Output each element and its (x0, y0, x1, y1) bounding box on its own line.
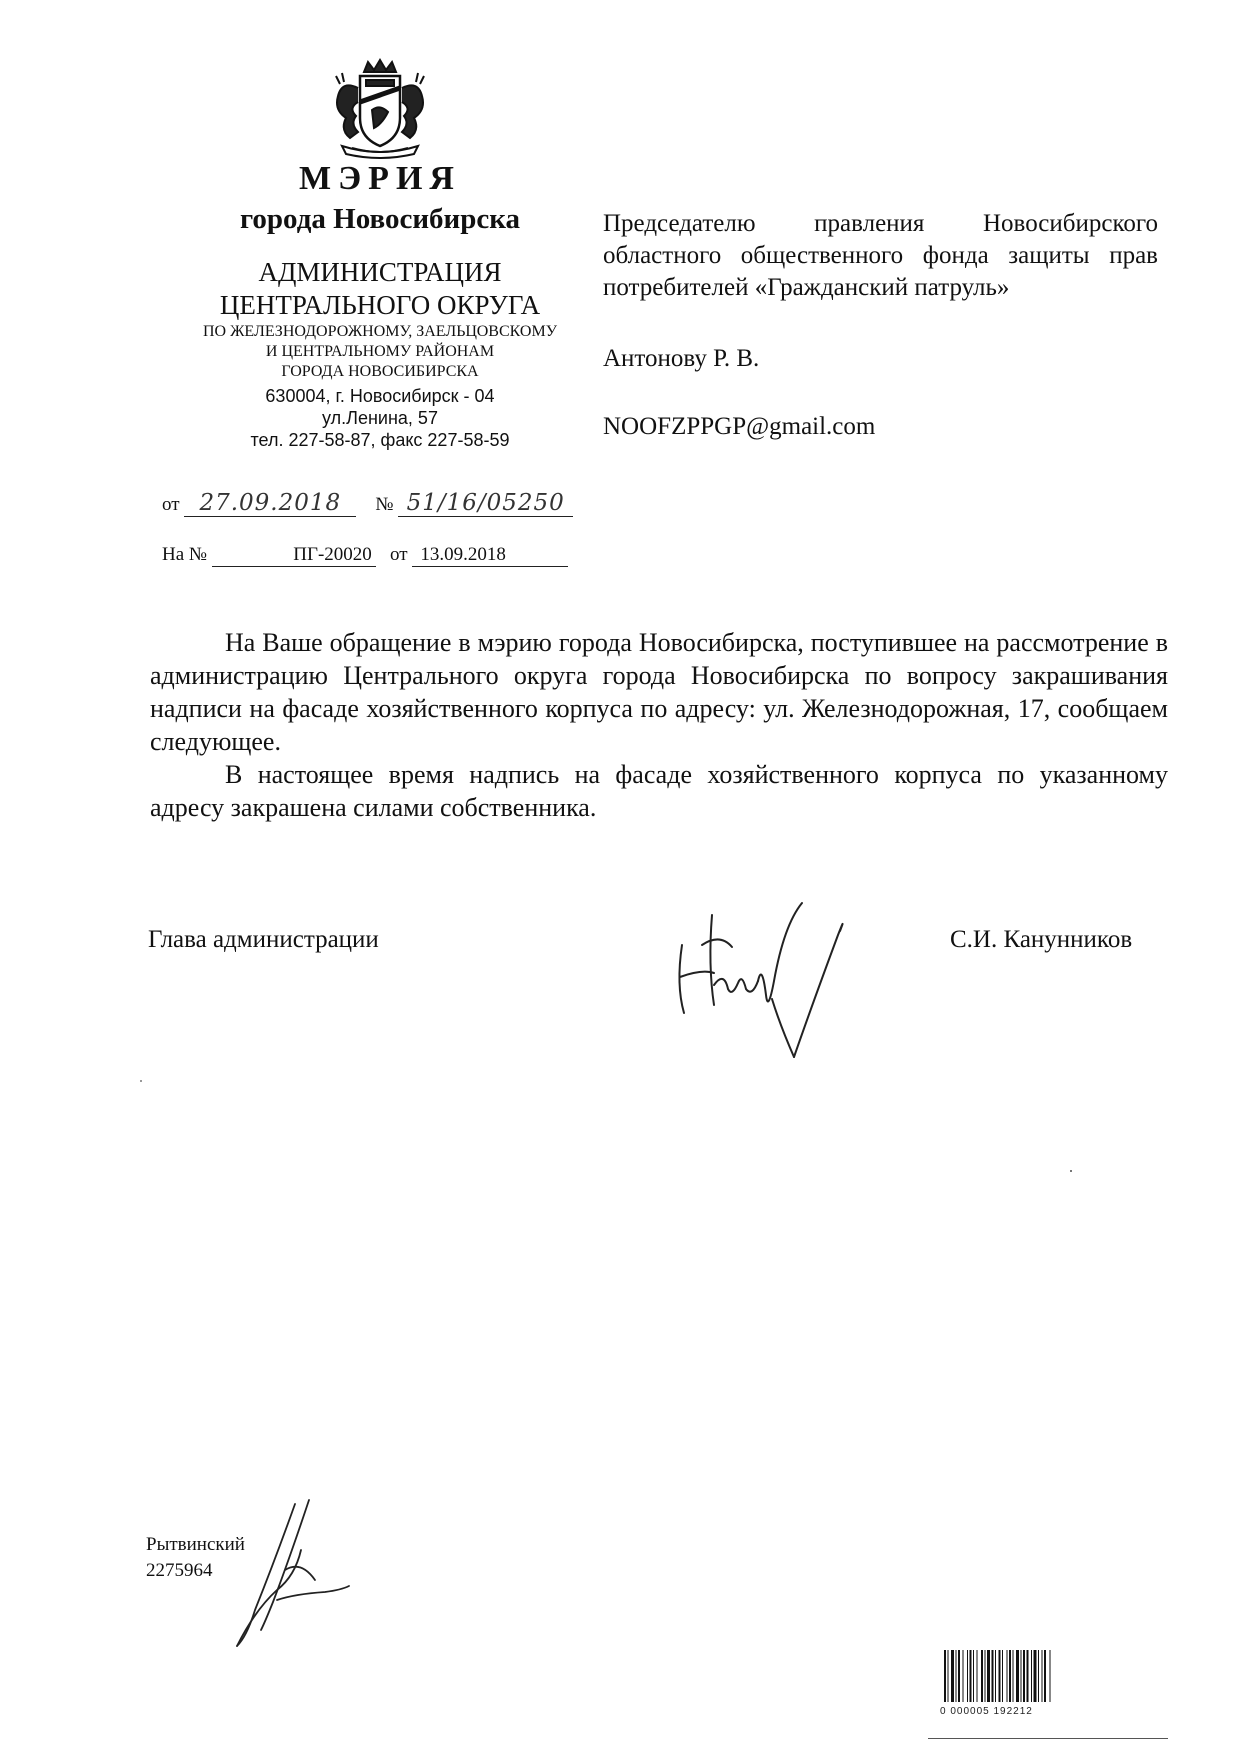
barcode-bar (977, 1650, 978, 1702)
addressee-position: Председателю правления Новосибирского областного общественного фонда защиты прав потребителей «Гражданский патруль» (603, 210, 1158, 301)
outgoing-number: 51/16/05250 (398, 490, 573, 517)
district-line-3: ГОРОДА НОВОСИБИРСКА (281, 363, 479, 380)
phone-line: тел. 227-58-87, факс 227-58-59 (250, 430, 510, 450)
incoming-reference (162, 544, 568, 567)
barcode-bar (1042, 1650, 1043, 1702)
barcode-bar (963, 1650, 964, 1702)
barcode-bar (1050, 1650, 1051, 1702)
barcode-bar (1038, 1650, 1039, 1702)
number-label: № (375, 494, 394, 515)
barcode-bar (999, 1650, 1001, 1702)
from-label: от (162, 494, 180, 515)
barcode-bar (973, 1650, 974, 1702)
executor-signature (225, 1490, 355, 1650)
barcode-bar (967, 1650, 968, 1702)
barcode-bar (958, 1650, 960, 1702)
district-line-2: И ЦЕНТРАЛЬНОМУ РАЙОНАМ (265, 343, 495, 360)
district-line-1: ПО ЖЕЛЕЗНОДОРОЖНОМУ, ЗАЕЛЬЦОВСКОМУ (202, 323, 558, 340)
handwritten-signature (662, 885, 862, 1060)
barcode-bar (1021, 1650, 1022, 1702)
letterhead-districts (140, 322, 620, 382)
addressee-name: Антонову Р. В. (603, 345, 760, 372)
admin-line-1: АДМИНИСТРАЦИЯ (258, 257, 502, 287)
reply-from-label: от (390, 544, 408, 565)
barcode-bar (1016, 1650, 1019, 1702)
executor-phone: 2275964 (146, 1560, 213, 1581)
letter-body (150, 626, 1168, 824)
barcode-bar (1009, 1650, 1011, 1702)
bottom-divider (928, 1738, 1168, 1739)
barcode-bar (1023, 1650, 1025, 1702)
barcode-bar (1013, 1650, 1014, 1702)
barcode-bar (948, 1650, 949, 1702)
barcode-bar (1027, 1650, 1029, 1702)
scan-speck (1070, 1170, 1072, 1172)
barcode-bar (951, 1650, 954, 1702)
signatory-name: С.И. Канунников (950, 926, 1133, 953)
admin-line-2: ЦЕНТРАЛЬНОГО ОКРУГА (219, 290, 541, 320)
barcode-bar (987, 1650, 990, 1702)
letterhead-admin (170, 256, 590, 322)
barcode-number: 0 000005 192212 (940, 1706, 1033, 1717)
barcode-bar (944, 1650, 946, 1702)
letterhead-city: города Новосибирска (239, 203, 521, 235)
barcode-bar (985, 1650, 986, 1702)
barcode (940, 1650, 1160, 1705)
outgoing-reference (162, 490, 573, 517)
address-line-1: 630004, г. Новосибирск - 04 (265, 386, 495, 406)
barcode-bar (956, 1650, 957, 1702)
address-line-2: ул.Ленина, 57 (322, 408, 438, 428)
barcode-bar (1007, 1650, 1008, 1702)
scan-speck (140, 1080, 142, 1082)
body-paragraph-2: В настоящее время надпись на фасаде хозяйственного корпуса по указанному адресу закрашена силами собственника. (150, 760, 1168, 822)
executor-name: Рытвинский (146, 1534, 245, 1555)
barcode-bar (1034, 1650, 1037, 1702)
reply-number: ПГ-20020 (212, 544, 376, 567)
barcode-bar (995, 1650, 996, 1702)
barcode-bar (1044, 1650, 1046, 1702)
letterhead-meria: МЭРИЯ (299, 160, 461, 197)
signatory-title: Глава администрации (148, 926, 379, 953)
addressee-email: NOOFZPPGP@gmail.com (603, 413, 876, 440)
reply-date: 13.09.2018 (412, 544, 568, 567)
letterhead-address (200, 385, 560, 451)
barcode-bar (1031, 1650, 1032, 1702)
barcode-bar (1002, 1650, 1003, 1702)
barcode-bar (970, 1650, 972, 1702)
coat-of-arms-icon (320, 58, 440, 160)
body-paragraph-1: На Ваше обращение в мэрию города Новосибирска, поступившее на рассмотрение в администрацию Центрального округа города Новосибирска по вопросу закрашивания надписи на фасаде хозяйственного корпуса по адресу: ул. Железнодорожная, 17, сообщаем следующее. (150, 628, 1168, 756)
outgoing-date: 27.09.2018 (184, 490, 356, 517)
barcode-bar (981, 1650, 983, 1702)
reply-label: На № (162, 544, 208, 565)
barcode-bar (992, 1650, 994, 1702)
